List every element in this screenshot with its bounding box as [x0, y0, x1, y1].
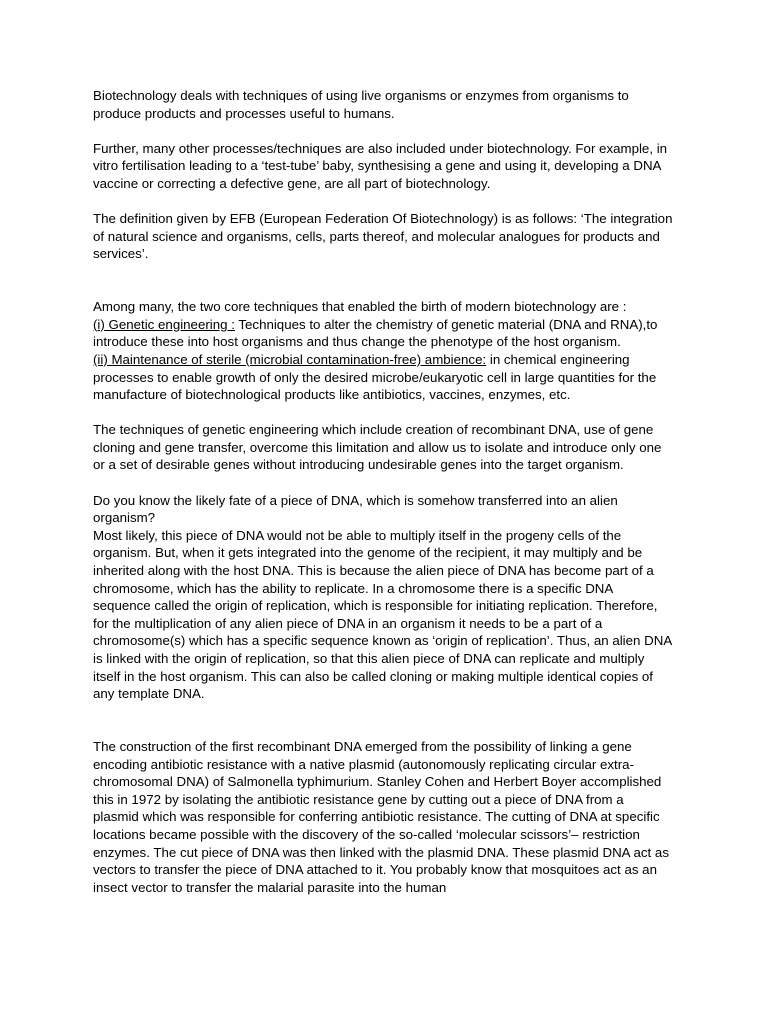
- paragraph-dna-fate-question: Do you know the likely fate of a piece of DNA, which is somehow transferred into an alien organism?: [93, 492, 618, 526]
- paragraph-gap: [93, 122, 673, 140]
- paragraph-gap: [93, 404, 673, 422]
- paragraph-gap: [93, 263, 673, 298]
- paragraph-genetic-engineering: The techniques of genetic engineering which include creation of recombinant DNA, use of gene cloning and gene transfer, overcome this limitation and allow us to isolate and introduce only one or a set of desirable genes without introducing undesirable genes into the target organism.: [93, 422, 662, 473]
- core-technique-1-text: Techniques to alter the chemistry of genetic material (DNA and RNA),to introduce these into host organisms and thus change the phenotype of the host organism.: [93, 316, 658, 350]
- document-page: [93, 87, 673, 896]
- paragraph-core-techniques-intro: Among many, the two core techniques that enabled the birth of modern biotechnology are :: [93, 299, 627, 315]
- paragraph-processes: Further, many other processes/techniques are also included under biotechnology. For example, in vitro fertilisation leading to a ‘test-tube’ baby, synthesising a gene and using it, developing a DNA vaccine or correcting a defective gene, are all part of biotechnology.: [93, 140, 668, 191]
- core-technique-2-heading: (ii) Maintenance of sterile (microbial contamination-free) ambience:: [93, 351, 487, 367]
- paragraph-efb-definition: The definition given by EFB (European Federation Of Biotechnology) is as follows: ‘The integration of natural science and organisms, cells, parts thereof, and molecular analogues for products and services’.: [93, 211, 673, 262]
- core-technique-item-1: [93, 316, 673, 351]
- core-technique-item-2: [93, 351, 673, 404]
- paragraph-gap: [93, 474, 673, 492]
- core-technique-1-heading: (i) Genetic engineering :: [93, 316, 235, 332]
- paragraph-intro: Biotechnology deals with techniques of using live organisms or enzymes from organisms to produce products and processes useful to humans.: [93, 88, 629, 121]
- paragraph-gap: [93, 703, 673, 738]
- paragraph-dna-fate-answer: Most likely, this piece of DNA would not be able to multiply itself in the progeny cells of the organism. But, when it gets integrated into the genome of the recipient, it may multiply and be inherited along with the host DNA. This is because the alien piece of DNA has become part of a chromosome, which has the ability to replicate. In a chromosome there is a specific DNA sequence called the origin of replication, which is responsible for initiating replication. Therefore, for the multiplication of any alien piece of DNA in an organism it needs to be a part of a chromosome(s) which has a specific sequence known as ‘origin of replication’. Thus, an alien DNA is linked with the origin of replication, so that this alien piece of DNA can replicate and multiply itself in the host organism. This can also be called cloning or making multiple identical copies of any template DNA.: [93, 527, 672, 702]
- core-technique-2-text: in chemical engineering processes to enable growth of only the desired microbe/eukaryotic cell in large quantities for the manufacture of biotechnological products like antibiotics, vaccines, enzymes, etc.: [93, 351, 657, 403]
- paragraph-recombinant-dna: The construction of the first recombinant DNA emerged from the possibility of linking a gene encoding antibiotic resistance with a native plasmid (autonomously replicating circular extra-chromosomal DNA) of Salmonella typhimurium. Stanley Cohen and Herbert Boyer accomplished this in 1972 by isolating the antibiotic resistance gene by cutting out a piece of DNA from a plasmid which was responsible for conferring antibiotic resistance. The cutting of DNA at specific locations became possible with the discovery of the so-called ‘molecular scissors’– restriction enzymes. The cut piece of DNA was then linked with the plasmid DNA. These plasmid DNA act as vectors to transfer the piece of DNA attached to it. You probably know that mosquitoes act as an insect vector to transfer the malarial parasite into the human: [93, 738, 669, 895]
- paragraph-gap: [93, 193, 673, 211]
